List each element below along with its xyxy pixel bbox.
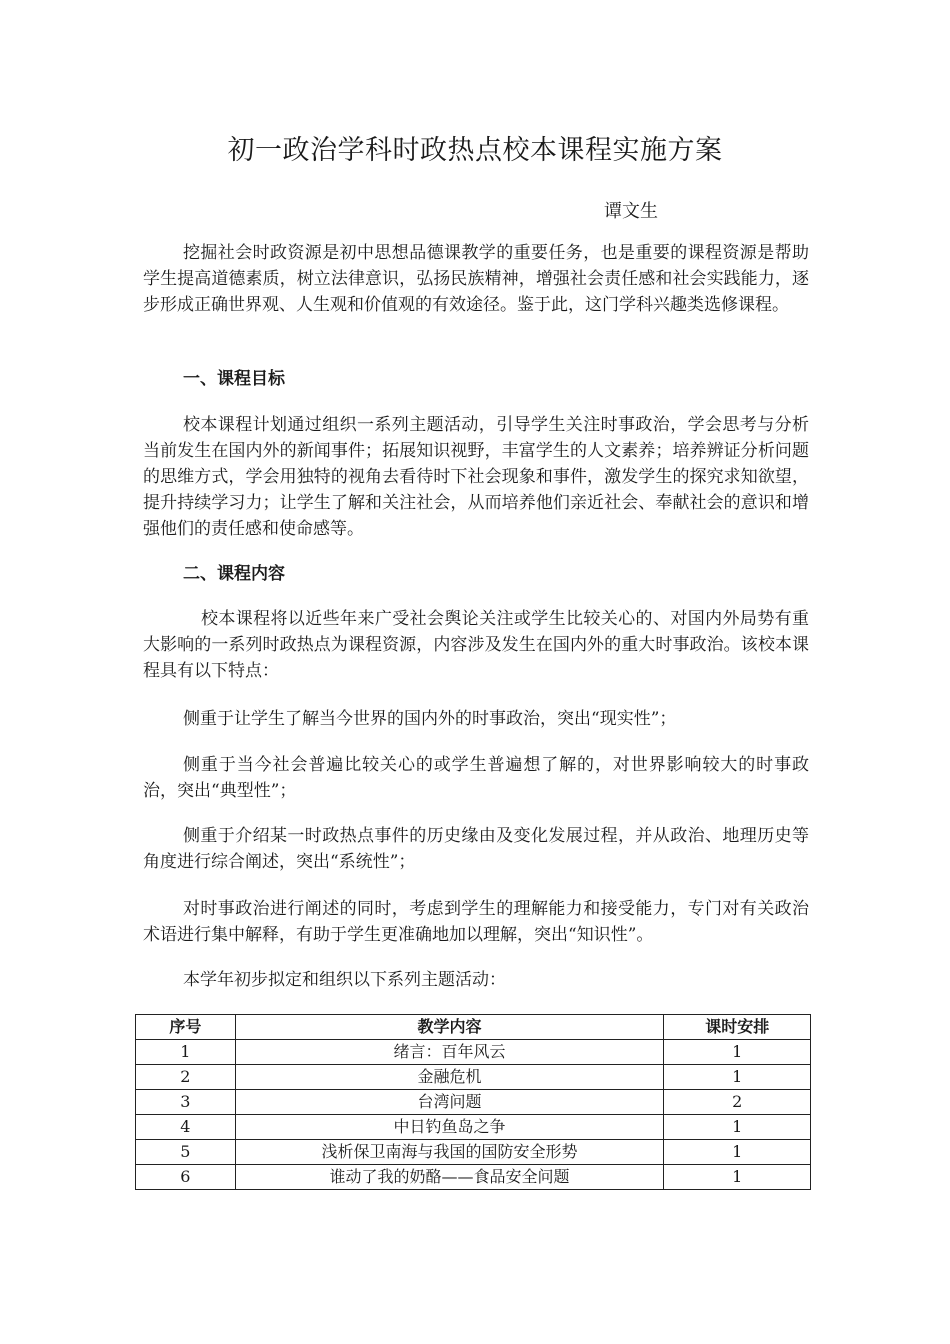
section-heading-goals: 一、课程目标: [183, 369, 285, 389]
activities-table: [135, 1014, 811, 1190]
feature-point-typical: 侧重于当今社会普遍比较关心的或学生普遍想了解的，对世界影响较大的时事政治，突出“典型性”；: [143, 755, 809, 801]
cell-content: 中日钓鱼岛之争: [235, 1115, 664, 1140]
table-row: [136, 1065, 811, 1090]
cell-no: 2: [136, 1065, 236, 1090]
table-header-row: [136, 1015, 811, 1040]
cell-hours: 1: [664, 1065, 811, 1090]
cell-content: 谁动了我的奶酪——食品安全问题: [235, 1165, 664, 1190]
cell-hours: 2: [664, 1090, 811, 1115]
content-paragraph: 校本课程将以近些年来广受社会舆论关注或学生比较关心的、对国内外局势有重大影响的一系列时政热点为课程资源，内容涉及发生在国内外的重大时事政治。该校本课程具有以下特点：: [143, 609, 809, 681]
table-row: [136, 1115, 811, 1140]
header-content: 教学内容: [235, 1015, 664, 1040]
cell-no: 1: [136, 1040, 236, 1065]
cell-hours: 1: [664, 1140, 811, 1165]
feature-point-reality: 侧重于让学生了解当今世界的国内外的时事政治，突出“现实性”；: [183, 709, 677, 729]
cell-content: 浅析保卫南海与我国的国防安全形势: [235, 1140, 664, 1165]
section-heading-content: 二、课程内容: [183, 564, 285, 584]
header-no: 序号: [136, 1015, 236, 1040]
cell-hours: 1: [664, 1165, 811, 1190]
cell-no: 4: [136, 1115, 236, 1140]
cell-content: 台湾问题: [235, 1090, 664, 1115]
table-intro: 本学年初步拟定和组织以下系列主题活动：: [183, 970, 506, 990]
table-row: [136, 1090, 811, 1115]
feature-point-knowledge: 对时事政治进行阐述的同时，考虑到学生的理解能力和接受能力，专门对有关政治术语进行集中解释，有助于学生更准确地加以理解，突出“知识性”。: [143, 899, 809, 945]
cell-content: 绪言：百年风云: [235, 1040, 664, 1065]
cell-hours: 1: [664, 1115, 811, 1140]
intro-paragraph: 挖掘社会时政资源是初中思想品德课教学的重要任务，也是重要的课程资源是帮助学生提高道德素质，树立法律意识，弘扬民族精神，增强社会责任感和社会实践能力，逐步形成正确世界观、人生观和价值观的有效途径。鉴于此，这门学科兴趣类选修课程。: [143, 243, 809, 315]
table-row: [136, 1165, 811, 1190]
table-row: [136, 1140, 811, 1165]
document-title: 初一政治学科时政热点校本课程实施方案: [227, 135, 723, 166]
header-hours: 课时安排: [664, 1015, 811, 1040]
table-row: [136, 1040, 811, 1065]
cell-no: 5: [136, 1140, 236, 1165]
cell-content: 金融危机: [235, 1065, 664, 1090]
goals-paragraph: 校本课程计划通过组织一系列主题活动，引导学生关注时事政治，学会思考与分析当前发生在国内外的新闻事件；拓展知识视野，丰富学生的人文素养；培养辨证分析问题的思维方式，学会用独特的视角去看待时下社会现象和事件，激发学生的探究求知欲望，提升持续学习力；让学生了解和关注社会，从而培养他们亲近社会、奉献社会的意识和增强他们的责任感和使命感等。: [143, 415, 809, 539]
cell-hours: 1: [664, 1040, 811, 1065]
feature-point-systematic: 侧重于介绍某一时政热点事件的历史缘由及变化发展过程，并从政治、地理历史等角度进行综合阐述，突出“系统性”；: [143, 826, 809, 872]
cell-no: 3: [136, 1090, 236, 1115]
cell-no: 6: [136, 1165, 236, 1190]
document-author: 谭文生: [604, 201, 658, 222]
